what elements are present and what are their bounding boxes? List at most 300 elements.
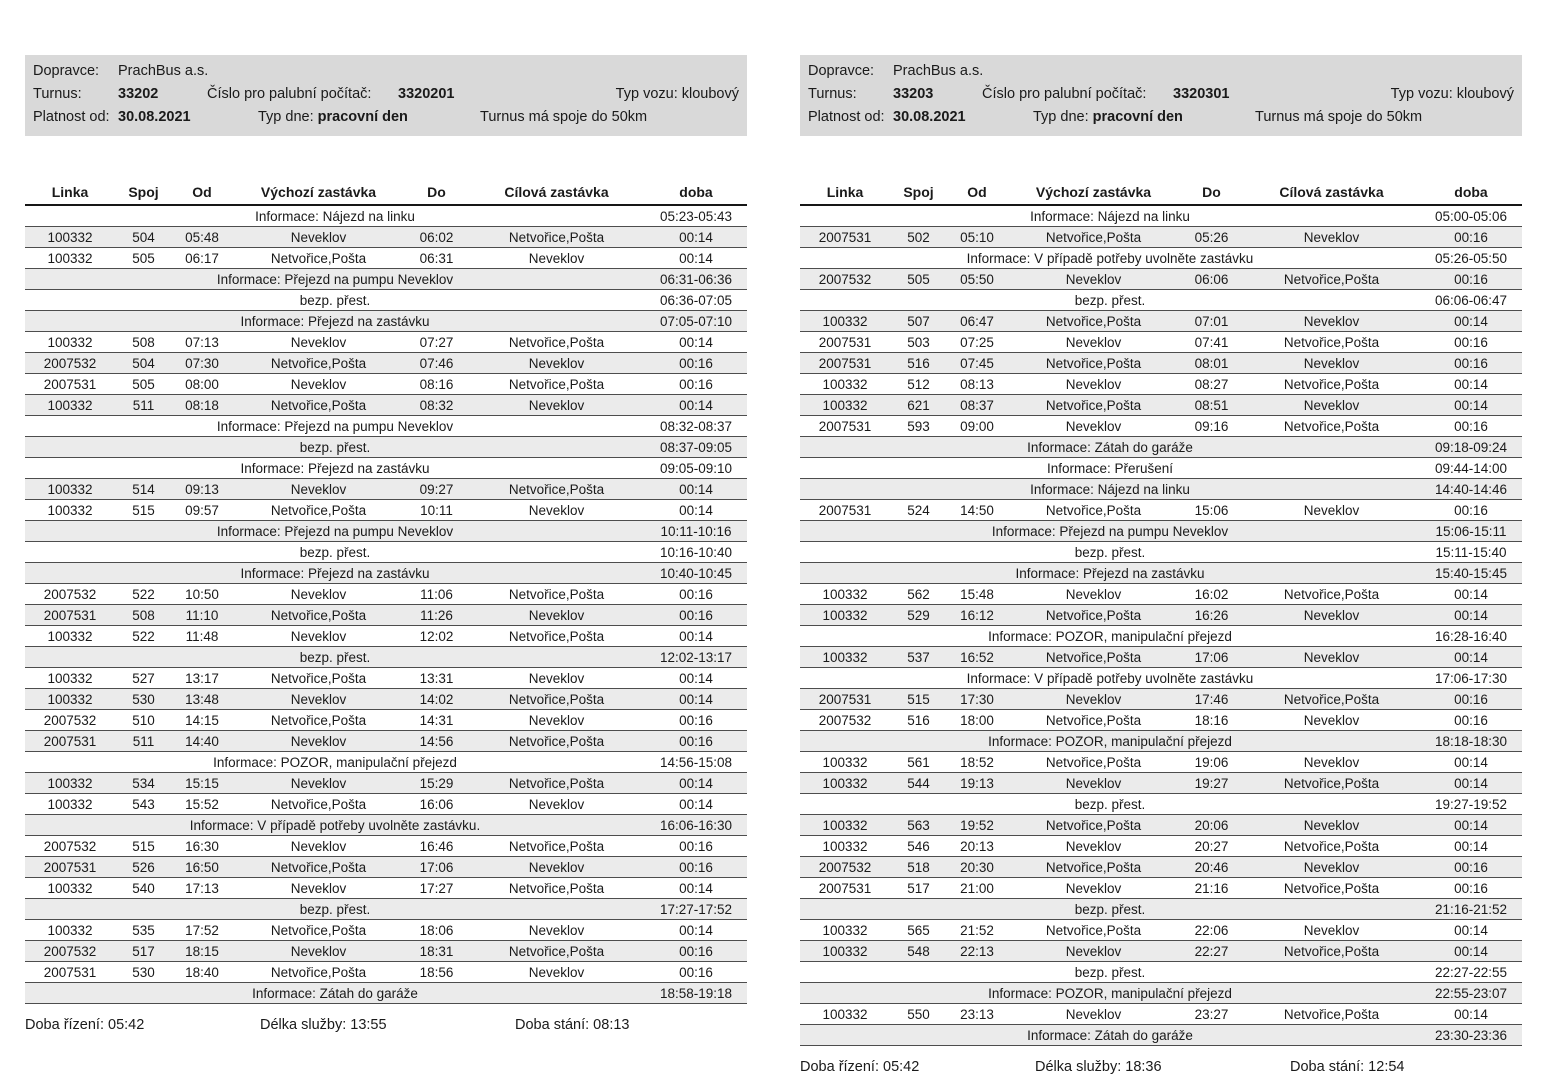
cell-do: 06:02: [419, 229, 454, 245]
cell-spoj: 508: [132, 334, 155, 350]
cell-doba: 00:16: [679, 586, 713, 602]
cell-cilova-zastavka: Netvořice,Pošta: [508, 733, 605, 749]
info-text: Informace: Přejezd na zastávku: [240, 460, 430, 476]
cell-linka: 100332: [822, 1006, 868, 1022]
cell-cilova-zastavka: Netvořice,Pošta: [508, 334, 605, 350]
cell-spoj: 546: [907, 838, 930, 854]
cell-linka: 100332: [822, 397, 868, 413]
cell-spoj: 514: [132, 481, 155, 497]
cell-vychozi-zastavka: Netvořice,Pošta: [270, 250, 367, 266]
cell-doba: 00:16: [1454, 859, 1488, 875]
doba-rizeni: Doba řízení: 05:42: [25, 1017, 145, 1033]
cell-linka: 100332: [822, 922, 868, 938]
panel-footer: [25, 1017, 747, 1033]
schedule-header-row: [25, 183, 747, 205]
cell-cilova-zastavka: Neveklov: [528, 250, 585, 266]
trip-row: [800, 1004, 1522, 1025]
cell-doba: 09:18-09:24: [1434, 439, 1508, 455]
cell-od: 14:40: [185, 733, 219, 749]
cell-doba: 00:14: [679, 691, 713, 707]
cell-doba: 18:58-19:18: [659, 985, 733, 1001]
cell-linka: 100332: [47, 796, 93, 812]
cell-od: 21:00: [960, 880, 994, 896]
cell-vychozi-zastavka: Netvořice,Pošta: [1045, 313, 1142, 329]
cell-linka: 100332: [47, 250, 93, 266]
cell-doba: 09:44-14:00: [1434, 460, 1508, 476]
cell-doba: 00:16: [1454, 880, 1488, 896]
cell-od: 16:12: [960, 607, 994, 623]
trip-row: [800, 269, 1522, 290]
cell-doba: 00:14: [679, 628, 713, 644]
cell-do: 09:16: [1194, 418, 1229, 434]
cell-doba: 05:23-05:43: [659, 208, 733, 224]
turnus-value: 33203: [893, 86, 934, 102]
cell-cilova-zastavka: Neveklov: [528, 964, 585, 980]
trip-row: [800, 311, 1522, 332]
header-line-turnus: [808, 83, 1514, 106]
info-text: bezp. přest.: [1074, 544, 1146, 560]
cell-cilova-zastavka: Neveklov: [1303, 502, 1360, 518]
cell-doba: 00:14: [679, 922, 713, 938]
cell-spoj: 505: [132, 250, 155, 266]
trip-row: [25, 374, 747, 395]
cell-do: 22:27: [1194, 943, 1229, 959]
trip-row: [800, 605, 1522, 626]
trip-row: [800, 878, 1522, 899]
cell-vychozi-zastavka: Netvořice,Pošta: [270, 502, 367, 518]
info-row: [800, 437, 1522, 458]
cell-spoj: 516: [907, 355, 930, 371]
cell-do: 05:26: [1194, 229, 1229, 245]
cell-do: 14:56: [419, 733, 454, 749]
cell-vychozi-zastavka: Neveklov: [1065, 1006, 1122, 1022]
computer-number-value: 3320301: [1173, 86, 1230, 102]
cell-doba: 00:14: [679, 397, 713, 413]
cell-vychozi-zastavka: Neveklov: [290, 775, 347, 791]
dopravce-value: PrachBus a.s.: [893, 63, 984, 79]
cell-linka: 2007531: [43, 964, 97, 980]
panel-footer: [800, 1059, 1522, 1075]
info-row: [25, 521, 747, 542]
turnus-header-block: [800, 55, 1522, 136]
trip-row: [25, 878, 747, 899]
day-type: Typ dne: pracovní den: [1033, 109, 1183, 125]
cell-doba: 00:14: [1454, 838, 1488, 854]
platnost-label: Platnost od:: [808, 109, 885, 125]
cell-do: 08:01: [1194, 355, 1229, 371]
col-do: Do: [405, 183, 468, 205]
cell-do: 17:06: [419, 859, 454, 875]
trip-row: [25, 626, 747, 647]
trip-row: [800, 836, 1522, 857]
cell-doba: 00:14: [679, 796, 713, 812]
cell-do: 14:31: [419, 712, 454, 728]
info-text: Informace: V případě potřeby uvolněte zastávku: [966, 250, 1254, 266]
info-text: Informace: V případě potřeby uvolněte zastávku: [966, 670, 1254, 686]
cell-vychozi-zastavka: Netvořice,Pošta: [1045, 607, 1142, 623]
cell-doba: 10:40-10:45: [659, 565, 733, 581]
cell-od: 06:17: [185, 250, 219, 266]
cell-doba: 05:00-05:06: [1434, 208, 1508, 224]
trip-row: [25, 857, 747, 878]
cell-spoj: 505: [132, 376, 155, 392]
computer-number-value: 3320201: [398, 86, 455, 102]
cell-vychozi-zastavka: Neveklov: [290, 691, 347, 707]
cell-cilova-zastavka: Neveklov: [1303, 607, 1360, 623]
info-row: [25, 416, 747, 437]
trip-row: [800, 773, 1522, 794]
trip-row: [800, 920, 1522, 941]
cell-linka: 100332: [47, 481, 93, 497]
trip-row: [800, 395, 1522, 416]
cell-doba: 00:14: [679, 775, 713, 791]
cell-do: 06:31: [419, 250, 454, 266]
col-vychozi-zastavka: Výchozí zastávka: [1007, 183, 1180, 205]
turnus-label: Turnus:: [808, 86, 857, 102]
cell-doba: 15:06-15:11: [1435, 523, 1507, 539]
cell-linka: 100332: [822, 775, 868, 791]
cell-linka: 2007531: [818, 229, 872, 245]
cell-cilova-zastavka: Netvořice,Pošta: [1283, 334, 1380, 350]
cell-vychozi-zastavka: Netvořice,Pošta: [270, 796, 367, 812]
cell-doba: 00:16: [1454, 355, 1488, 371]
cell-vychozi-zastavka: Neveklov: [290, 838, 347, 854]
cell-spoj: 526: [132, 859, 155, 875]
cell-doba: 19:27-19:52: [1434, 796, 1508, 812]
info-text: Informace: Nájezd na linku: [1030, 481, 1190, 497]
info-text: bezp. přest.: [299, 649, 371, 665]
cell-vychozi-zastavka: Neveklov: [1065, 586, 1122, 602]
trip-row: [800, 752, 1522, 773]
cell-doba: 00:14: [1454, 397, 1488, 413]
info-row: [800, 626, 1522, 647]
cell-spoj: 530: [132, 691, 155, 707]
info-row: [800, 458, 1522, 479]
cell-spoj: 510: [132, 712, 155, 728]
cell-doba: 00:16: [679, 355, 713, 371]
cell-doba: 12:02-13:17: [659, 649, 733, 665]
cell-vychozi-zastavka: Neveklov: [1065, 775, 1122, 791]
vehicle-type: Typ vozu: kloubový: [615, 86, 739, 102]
info-text: Informace: POZOR, manipulační přejezd: [213, 754, 457, 770]
info-text: Informace: V případě potřeby uvolněte zastávku.: [189, 817, 481, 833]
cell-vychozi-zastavka: Netvořice,Pošta: [1045, 859, 1142, 875]
info-text: bezp. přest.: [299, 292, 371, 308]
trip-row: [25, 332, 747, 353]
cell-od: 20:13: [960, 838, 994, 854]
cell-spoj: 504: [132, 355, 155, 371]
cell-vychozi-zastavka: Netvořice,Pošta: [1045, 712, 1142, 728]
info-text: bezp. přest.: [299, 439, 371, 455]
cell-linka: 2007532: [43, 838, 97, 854]
cell-od: 08:37: [960, 397, 994, 413]
cell-vychozi-zastavka: Neveklov: [290, 376, 347, 392]
cell-cilova-zastavka: Netvořice,Pošta: [508, 586, 605, 602]
cell-cilova-zastavka: Neveklov: [1303, 922, 1360, 938]
header-line-turnus: [33, 83, 739, 106]
cell-do: 07:41: [1194, 334, 1229, 350]
cell-od: 16:52: [960, 649, 994, 665]
cell-cilova-zastavka: Netvořice,Pošta: [508, 628, 605, 644]
cell-doba: 00:14: [679, 880, 713, 896]
header-line-dopravce: [808, 60, 1514, 83]
cell-spoj: 561: [907, 754, 930, 770]
cell-od: 17:13: [185, 880, 219, 896]
cell-doba: 16:06-16:30: [659, 817, 733, 833]
info-text: Informace: POZOR, manipulační přejezd: [988, 985, 1232, 1001]
info-row: [25, 983, 747, 1004]
col-linka: Linka: [25, 183, 115, 205]
cell-spoj: 537: [907, 649, 930, 665]
cell-od: 07:45: [960, 355, 994, 371]
cell-od: 14:15: [185, 712, 219, 728]
cell-vychozi-zastavka: Neveklov: [1065, 334, 1122, 350]
cell-vychozi-zastavka: Neveklov: [290, 880, 347, 896]
cell-vychozi-zastavka: Neveklov: [1065, 943, 1122, 959]
distance-note: Turnus má spoje do 50km: [1255, 109, 1423, 125]
cell-od: 09:57: [185, 502, 219, 518]
info-text: Informace: POZOR, manipulační přejezd: [988, 733, 1232, 749]
cell-do: 08:51: [1194, 397, 1229, 413]
cell-linka: 2007531: [818, 502, 872, 518]
cell-cilova-zastavka: Neveklov: [1303, 649, 1360, 665]
cell-doba: 21:16-21:52: [1434, 901, 1508, 917]
cell-doba: 05:26-05:50: [1434, 250, 1508, 266]
info-row: [25, 205, 747, 227]
cell-doba: 14:56-15:08: [659, 754, 733, 770]
cell-od: 15:52: [185, 796, 219, 812]
cell-od: 05:48: [185, 229, 219, 245]
cell-linka: 100332: [822, 649, 868, 665]
cell-vychozi-zastavka: Neveklov: [290, 943, 347, 959]
cell-do: 23:27: [1194, 1006, 1229, 1022]
dopravce-value: PrachBus a.s.: [118, 63, 209, 79]
cell-vychozi-zastavka: Neveklov: [290, 229, 347, 245]
cell-od: 16:30: [185, 838, 219, 854]
cell-vychozi-zastavka: Neveklov: [1065, 271, 1122, 287]
cell-doba: 17:06-17:30: [1434, 670, 1508, 686]
cell-linka: 2007532: [43, 943, 97, 959]
cell-spoj: 529: [907, 607, 930, 623]
schedule-table: [800, 183, 1522, 1046]
cell-do: 14:02: [419, 691, 454, 707]
trip-row: [800, 500, 1522, 521]
cell-spoj: 535: [132, 922, 155, 938]
info-row: [800, 205, 1522, 227]
cell-cilova-zastavka: Netvořice,Pošta: [508, 229, 605, 245]
cell-linka: 100332: [47, 397, 93, 413]
cell-linka: 100332: [47, 880, 93, 896]
info-row: [25, 269, 747, 290]
cell-cilova-zastavka: Netvořice,Pošta: [508, 691, 605, 707]
info-text: bezp. přest.: [1074, 292, 1146, 308]
cell-spoj: 524: [907, 502, 930, 518]
cell-od: 05:50: [960, 271, 994, 287]
cell-do: 22:06: [1194, 922, 1229, 938]
cell-od: 20:30: [960, 859, 994, 875]
trip-row: [25, 836, 747, 857]
turnus-header-block: [25, 55, 747, 136]
cell-do: 20:06: [1194, 817, 1229, 833]
info-row: [800, 1025, 1522, 1046]
cell-do: 11:06: [420, 586, 453, 602]
cell-spoj: 515: [907, 691, 930, 707]
trip-row: [25, 941, 747, 962]
cell-od: 11:48: [185, 628, 219, 644]
cell-doba: 00:14: [1454, 922, 1488, 938]
cell-linka: 100332: [822, 376, 868, 392]
cell-cilova-zastavka: Neveklov: [528, 796, 585, 812]
cell-do: 08:27: [1194, 376, 1229, 392]
cell-spoj: 518: [907, 859, 930, 875]
cell-cilova-zastavka: Neveklov: [528, 397, 585, 413]
platnost-label: Platnost od:: [33, 109, 110, 125]
cell-cilova-zastavka: Netvořice,Pošta: [1283, 586, 1380, 602]
info-row: [800, 899, 1522, 920]
cell-spoj: 502: [907, 229, 930, 245]
cell-linka: 100332: [822, 838, 868, 854]
info-text: Informace: Zátah do garáže: [252, 985, 418, 1001]
cell-linka: 2007532: [818, 712, 872, 728]
info-row: [25, 542, 747, 563]
cell-spoj: 517: [132, 943, 155, 959]
trip-row: [25, 731, 747, 752]
info-text: bezp. přest.: [1074, 796, 1146, 812]
cell-do: 18:06: [419, 922, 454, 938]
cell-spoj: 508: [132, 607, 155, 623]
trip-row: [25, 710, 747, 731]
cell-do: 18:31: [419, 943, 454, 959]
cell-linka: 100332: [47, 691, 93, 707]
cell-doba: 09:05-09:10: [659, 460, 733, 476]
info-row: [25, 563, 747, 584]
cell-doba: 00:16: [679, 733, 713, 749]
cell-linka: 2007532: [818, 859, 872, 875]
cell-do: 07:27: [419, 334, 454, 350]
col-spoj: Spoj: [115, 183, 172, 205]
cell-cilova-zastavka: Netvořice,Pošta: [508, 775, 605, 791]
cell-od: 18:15: [185, 943, 219, 959]
cell-od: 14:50: [960, 502, 994, 518]
trip-row: [25, 773, 747, 794]
cell-cilova-zastavka: Netvořice,Pošta: [1283, 943, 1380, 959]
header-line-dopravce: [33, 60, 739, 83]
cell-doba: 15:40-15:45: [1434, 565, 1508, 581]
cell-doba: 00:14: [1454, 607, 1488, 623]
cell-do: 06:06: [1194, 271, 1229, 287]
cell-od: 19:13: [960, 775, 994, 791]
cell-linka: 100332: [822, 754, 868, 770]
delka-sluzby: Délka služby: 13:55: [260, 1017, 387, 1033]
cell-do: 20:27: [1194, 838, 1229, 854]
cell-do: 09:27: [419, 481, 454, 497]
cell-doba: 00:14: [1454, 775, 1488, 791]
cell-doba: 00:16: [1454, 229, 1488, 245]
cell-doba: 00:16: [1454, 691, 1488, 707]
cell-vychozi-zastavka: Netvořice,Pošta: [270, 355, 367, 371]
doba-stani: Doba stání: 08:13: [515, 1017, 630, 1033]
info-text: bezp. přest.: [1074, 964, 1146, 980]
cell-vychozi-zastavka: Netvořice,Pošta: [1045, 817, 1142, 833]
trip-row: [800, 584, 1522, 605]
trip-row: [25, 668, 747, 689]
trip-row: [25, 248, 747, 269]
cell-cilova-zastavka: Netvořice,Pošta: [508, 943, 605, 959]
cell-doba: 00:14: [1454, 313, 1488, 329]
cell-spoj: 544: [907, 775, 930, 791]
cell-linka: 100332: [47, 922, 93, 938]
cell-doba: 15:11-15:40: [1435, 544, 1507, 560]
col-cilova-zastavka: Cílová zastávka: [468, 183, 645, 205]
info-row: [25, 311, 747, 332]
cell-od: 07:25: [960, 334, 994, 350]
cell-do: 12:02: [419, 628, 454, 644]
cell-vychozi-zastavka: Netvořice,Pošta: [270, 712, 367, 728]
doba-rizeni: Doba řízení: 05:42: [800, 1059, 920, 1075]
cell-od: 13:48: [185, 691, 219, 707]
cell-od: 16:50: [185, 859, 219, 875]
cell-linka: 2007532: [43, 355, 97, 371]
cell-cilova-zastavka: Neveklov: [1303, 355, 1360, 371]
cell-od: 15:48: [960, 586, 994, 602]
platnost-value: 30.08.2021: [118, 109, 191, 125]
info-row: [800, 248, 1522, 269]
cell-od: 08:00: [185, 376, 219, 392]
trip-row: [800, 332, 1522, 353]
cell-cilova-zastavka: Netvořice,Pošta: [1283, 880, 1380, 896]
cell-doba: 22:27-22:55: [1434, 964, 1508, 980]
cell-do: 15:06: [1194, 502, 1229, 518]
trip-row: [800, 710, 1522, 731]
dopravce-label: Dopravce:: [33, 63, 100, 79]
cell-linka: 2007531: [818, 418, 872, 434]
info-text: Informace: Přejezd na zastávku: [240, 313, 430, 329]
trip-row: [25, 500, 747, 521]
trip-row: [25, 479, 747, 500]
cell-vychozi-zastavka: Neveklov: [1065, 880, 1122, 896]
cell-cilova-zastavka: Neveklov: [528, 712, 585, 728]
cell-vychozi-zastavka: Neveklov: [290, 481, 347, 497]
cell-spoj: 511: [132, 397, 155, 413]
cell-do: 15:29: [419, 775, 454, 791]
cell-doba: 00:16: [679, 838, 713, 854]
info-text: Informace: Zátah do garáže: [1027, 439, 1193, 455]
cell-linka: 100332: [822, 586, 868, 602]
info-text: Informace: Přejezd na zastávku: [1015, 565, 1205, 581]
vehicle-type: Typ vozu: kloubový: [1390, 86, 1514, 102]
info-text: bezp. přest.: [299, 901, 371, 917]
cell-vychozi-zastavka: Neveklov: [290, 628, 347, 644]
cell-doba: 23:30-23:36: [1434, 1027, 1508, 1043]
cell-vychozi-zastavka: Netvořice,Pošta: [1045, 355, 1142, 371]
cell-vychozi-zastavka: Netvořice,Pošta: [1045, 754, 1142, 770]
cell-vychozi-zastavka: Netvořice,Pošta: [270, 964, 367, 980]
trip-row: [25, 227, 747, 248]
cell-do: 16:02: [1194, 586, 1229, 602]
cell-spoj: 530: [132, 964, 155, 980]
cell-linka: 100332: [822, 313, 868, 329]
cell-spoj: 507: [907, 313, 930, 329]
cell-od: 19:52: [960, 817, 994, 833]
cell-doba: 17:27-17:52: [659, 901, 733, 917]
cell-cilova-zastavka: Netvořice,Pošta: [508, 376, 605, 392]
cell-vychozi-zastavka: Netvořice,Pošta: [270, 397, 367, 413]
cell-doba: 00:16: [679, 964, 713, 980]
trip-row: [800, 857, 1522, 878]
cell-doba: 00:16: [679, 943, 713, 959]
cell-spoj: 543: [132, 796, 155, 812]
trip-row: [25, 689, 747, 710]
